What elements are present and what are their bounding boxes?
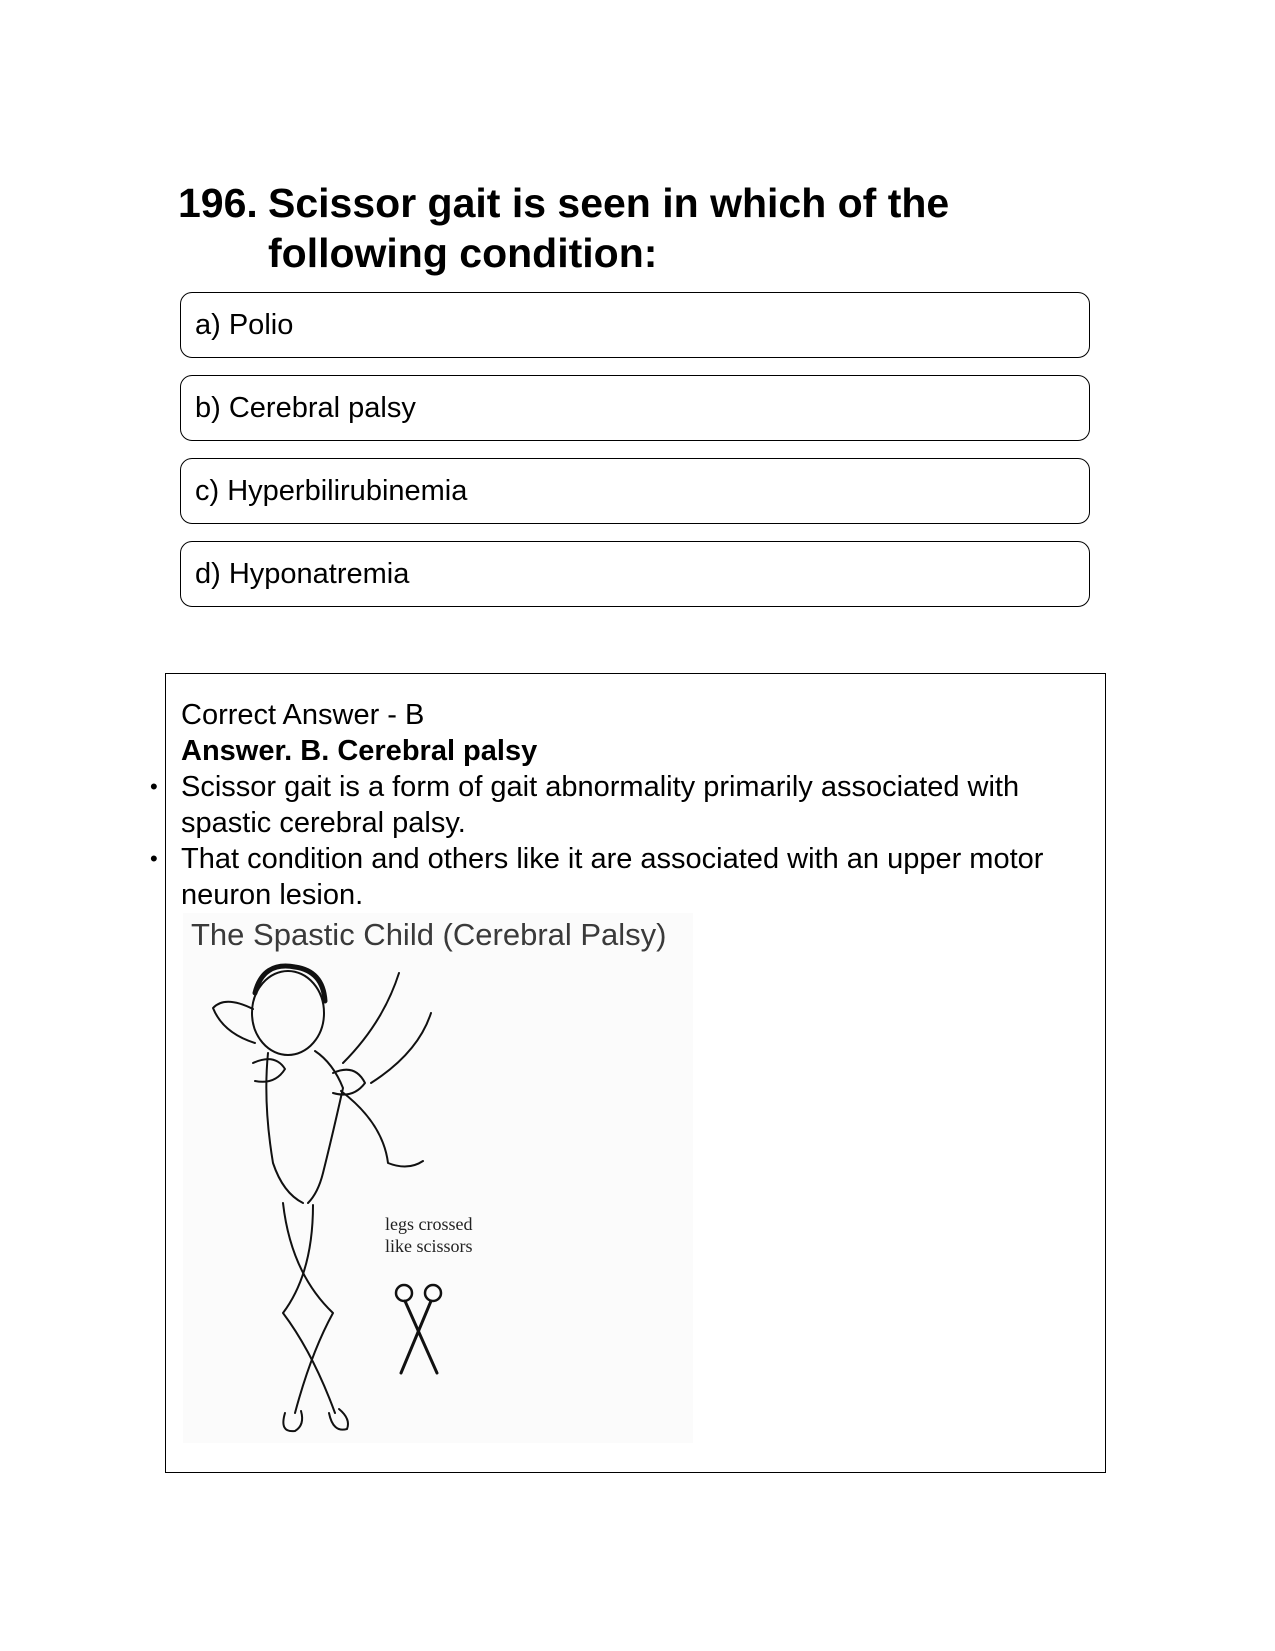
adult-arm-upper bbox=[343, 973, 399, 1063]
adult-hand-left bbox=[253, 1059, 285, 1082]
child-spastic-arm bbox=[341, 1091, 423, 1167]
scissors-blade-1 bbox=[405, 1301, 437, 1373]
figure-label-line2: like scissors bbox=[385, 1236, 473, 1256]
spastic-child-illustration bbox=[183, 913, 693, 1443]
child-raised-arm bbox=[213, 1002, 255, 1043]
question-number: 196. bbox=[178, 180, 258, 226]
bullet-dot: • bbox=[150, 846, 158, 871]
bullet-dot: • bbox=[150, 774, 158, 799]
child-leg-left bbox=[283, 1203, 333, 1413]
option-a[interactable]: a) Polio bbox=[180, 292, 1090, 358]
child-torso-right bbox=[308, 1051, 343, 1203]
option-d[interactable]: d) Hyponatremia bbox=[180, 541, 1090, 607]
child-leg-right bbox=[283, 1205, 335, 1413]
figure-label-line1: legs crossed bbox=[385, 1214, 473, 1234]
option-b[interactable]: b) Cerebral palsy bbox=[180, 375, 1090, 441]
answer-bullet-1: Scissor gait is a form of gait abnormality primarily associated with spastic cerebral palsy. bbox=[181, 771, 1020, 839]
figure-title: The Spastic Child (Cerebral Palsy) bbox=[191, 917, 667, 952]
answer-heading: Answer. B. Cerebral palsy bbox=[181, 735, 538, 767]
scissors-handle-2 bbox=[425, 1285, 441, 1301]
child-head bbox=[252, 971, 324, 1055]
answer-bullet-2: That condition and others like it are associated with an upper motor neuron lesion. bbox=[181, 843, 1044, 911]
adult-hand-right bbox=[333, 1070, 365, 1095]
adult-arm-lower bbox=[371, 1013, 431, 1083]
spastic-child-figure bbox=[183, 913, 693, 1443]
question-text: Scissor gait is seen in which of the following condition: bbox=[268, 180, 950, 276]
child-foot-left bbox=[283, 1411, 302, 1431]
scissors-blade-2 bbox=[401, 1301, 431, 1373]
scissors-handle-1 bbox=[396, 1285, 412, 1301]
child-foot-right bbox=[329, 1409, 348, 1430]
child-torso-left bbox=[266, 1053, 303, 1203]
correct-answer-line: Correct Answer - B bbox=[181, 699, 425, 731]
option-c[interactable]: c) Hyperbilirubinemia bbox=[180, 458, 1090, 524]
